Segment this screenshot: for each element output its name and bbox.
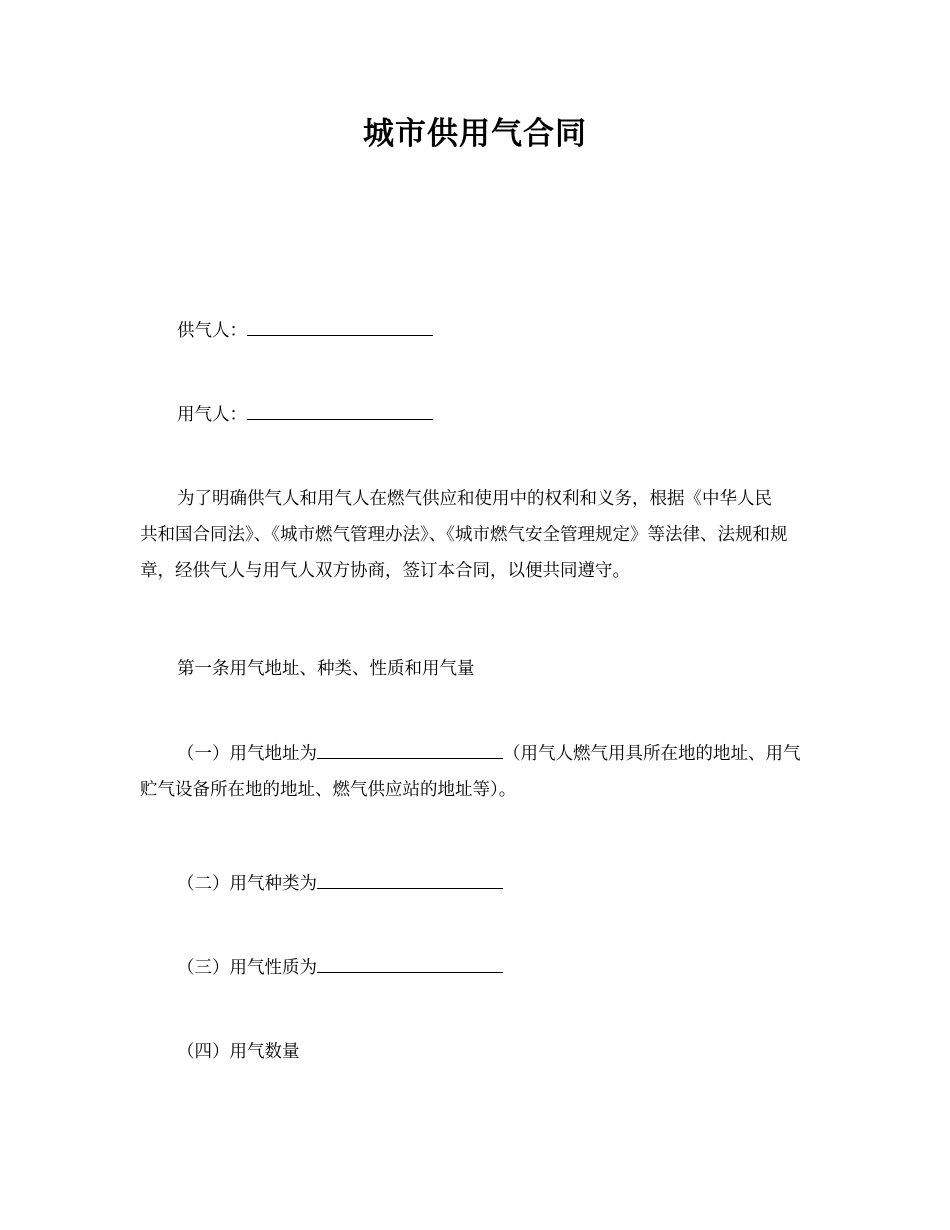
gas-nature-blank: [317, 954, 503, 973]
item1-second-line: 贮气设备所在地的地址、燃气供应站的地址等）。: [140, 780, 517, 800]
item1-prefix: （一）用气地址为: [177, 744, 317, 764]
item1-suffix: （用气人燃气用具所在地的地址、用气: [503, 744, 801, 764]
user-label: 用气人：: [177, 405, 247, 425]
article1-heading: 第一条用气地址、种类、性质和用气量: [177, 659, 475, 679]
user-blank: [247, 401, 433, 420]
user-line: [140, 397, 853, 433]
preamble-line: 章，经供气人与用气人双方协商，签订本合同，以便共同遵守。: [140, 561, 630, 581]
item2-prefix: （二）用气种类为: [177, 874, 317, 894]
item2-line: [140, 866, 853, 902]
document-title: 城市供用气合同: [363, 116, 587, 152]
supplier-label: 供气人：: [177, 321, 247, 341]
preamble-paragraph: [140, 481, 816, 589]
address-blank: [317, 740, 503, 759]
item3-prefix: （三）用气性质为: [177, 958, 317, 978]
gas-type-blank: [317, 870, 503, 889]
item3-line: [140, 950, 853, 986]
item1-first-line: [140, 736, 816, 772]
item1-paragraph: [140, 736, 816, 808]
item4-line: （四）用气数量: [177, 1042, 300, 1062]
preamble-line: 为了明确供气人和用气人在燃气供应和使用中的权利和义务，根据《中华人民: [177, 489, 772, 509]
preamble-line: 共和国合同法》、《城市燃气管理办法》、《城市燃气安全管理规定》等法律、法规和规: [140, 525, 788, 545]
supplier-blank: [247, 317, 433, 336]
supplier-line: [140, 313, 853, 349]
